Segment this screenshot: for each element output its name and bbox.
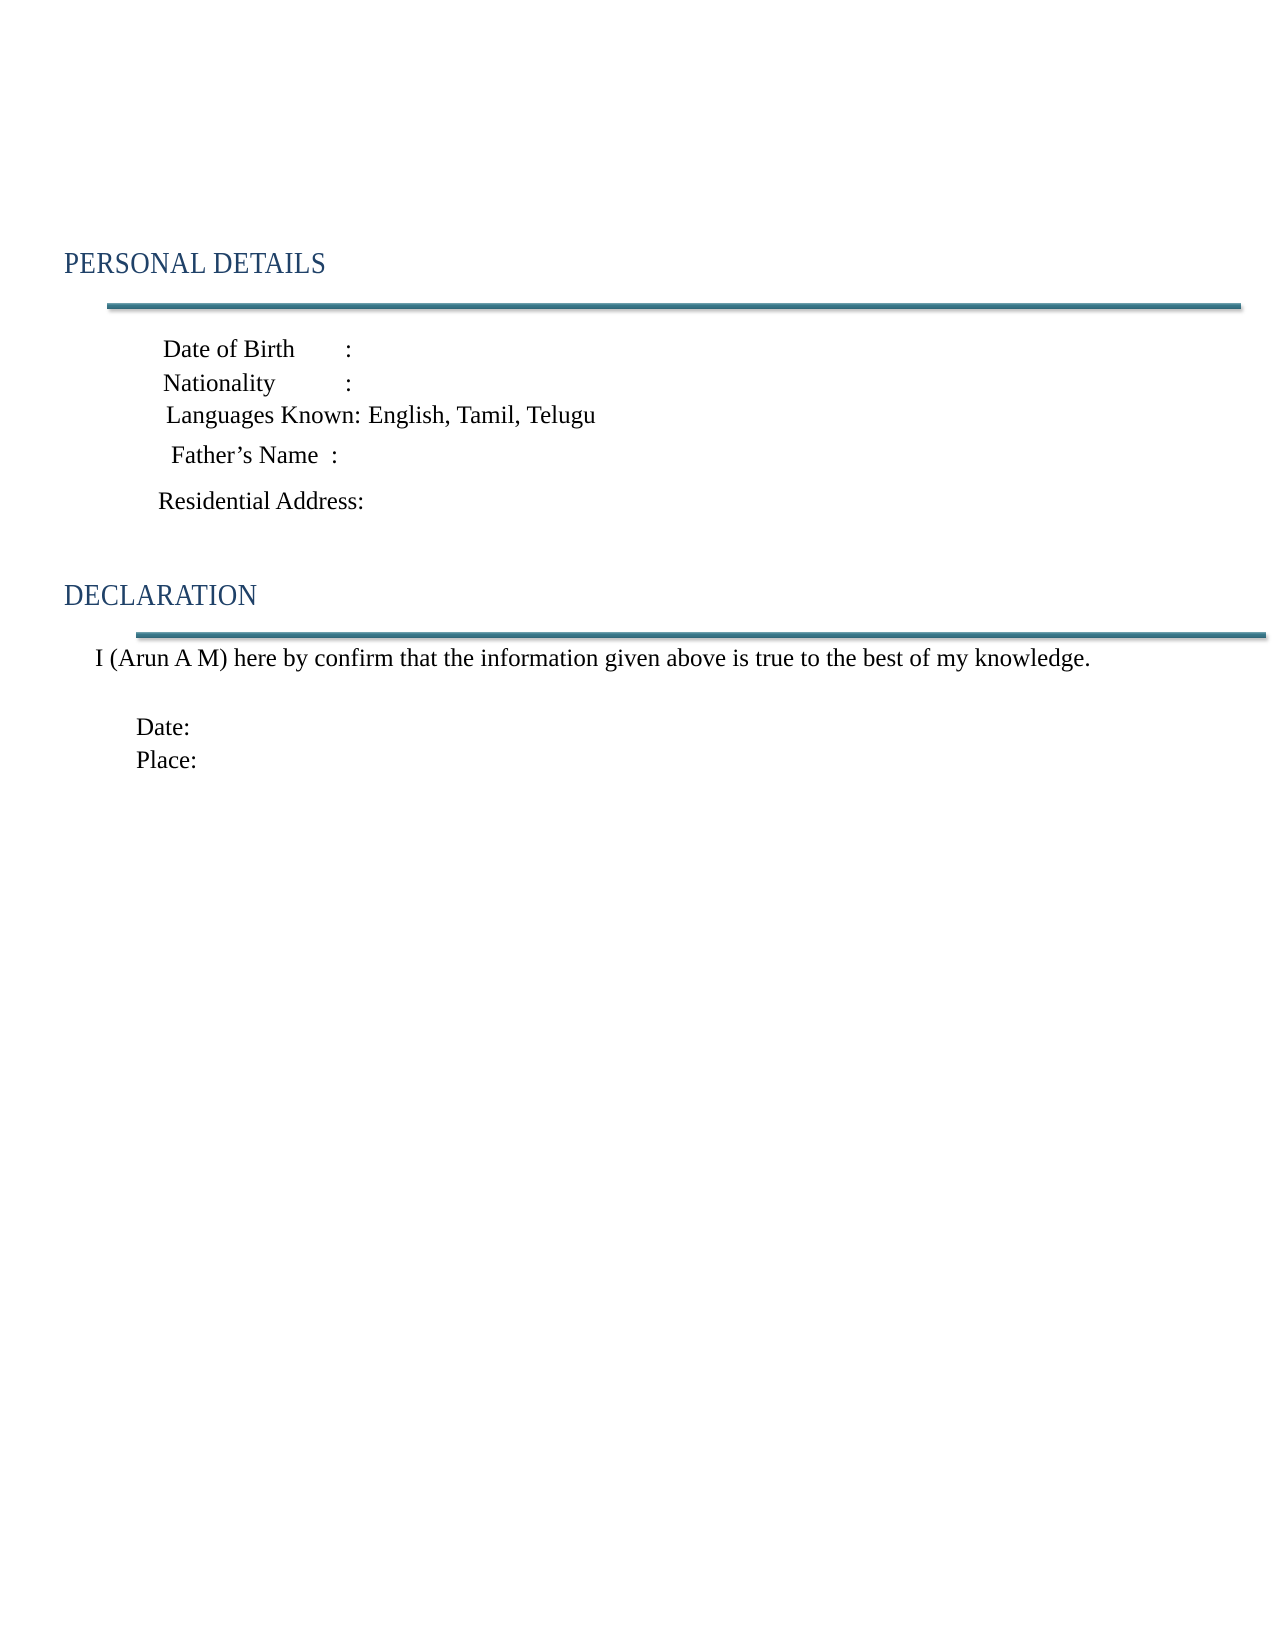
declaration-statement: I (Arun A M) here by confirm that the information given above is true to the best of my knowledge. <box>95 645 1091 672</box>
field-row-residential-address <box>158 489 371 514</box>
personal-details-heading: PERSONAL DETAILS <box>64 245 327 280</box>
field-colon: : <box>354 402 362 429</box>
field-row-date-of-birth <box>163 337 359 362</box>
field-colon: : <box>345 336 352 363</box>
personal-details-divider-rule <box>107 303 1241 309</box>
field-colon: : <box>345 370 352 397</box>
field-row-nationality <box>163 371 359 396</box>
field-row-languages-known <box>166 403 596 428</box>
field-label: Nationality <box>163 370 276 397</box>
field-value: English, Tamil, Telugu <box>368 402 596 429</box>
field-label: Residential Address <box>158 488 358 515</box>
field-colon: : <box>183 714 191 741</box>
field-row-place <box>136 748 204 773</box>
field-colon: : <box>190 747 198 774</box>
field-label: Languages Known <box>166 402 355 429</box>
declaration-heading: DECLARATION <box>64 577 258 612</box>
field-row-date <box>136 715 197 740</box>
field-label: Date of Birth <box>163 336 295 363</box>
place-field-label: Place <box>136 747 191 774</box>
field-row-fathers-name <box>171 443 345 468</box>
date-field-label: Date <box>136 714 184 741</box>
field-colon: : <box>331 442 338 469</box>
declaration-divider-rule <box>136 632 1266 638</box>
field-colon: : <box>357 488 365 515</box>
field-label: Father’s Name <box>171 442 319 469</box>
